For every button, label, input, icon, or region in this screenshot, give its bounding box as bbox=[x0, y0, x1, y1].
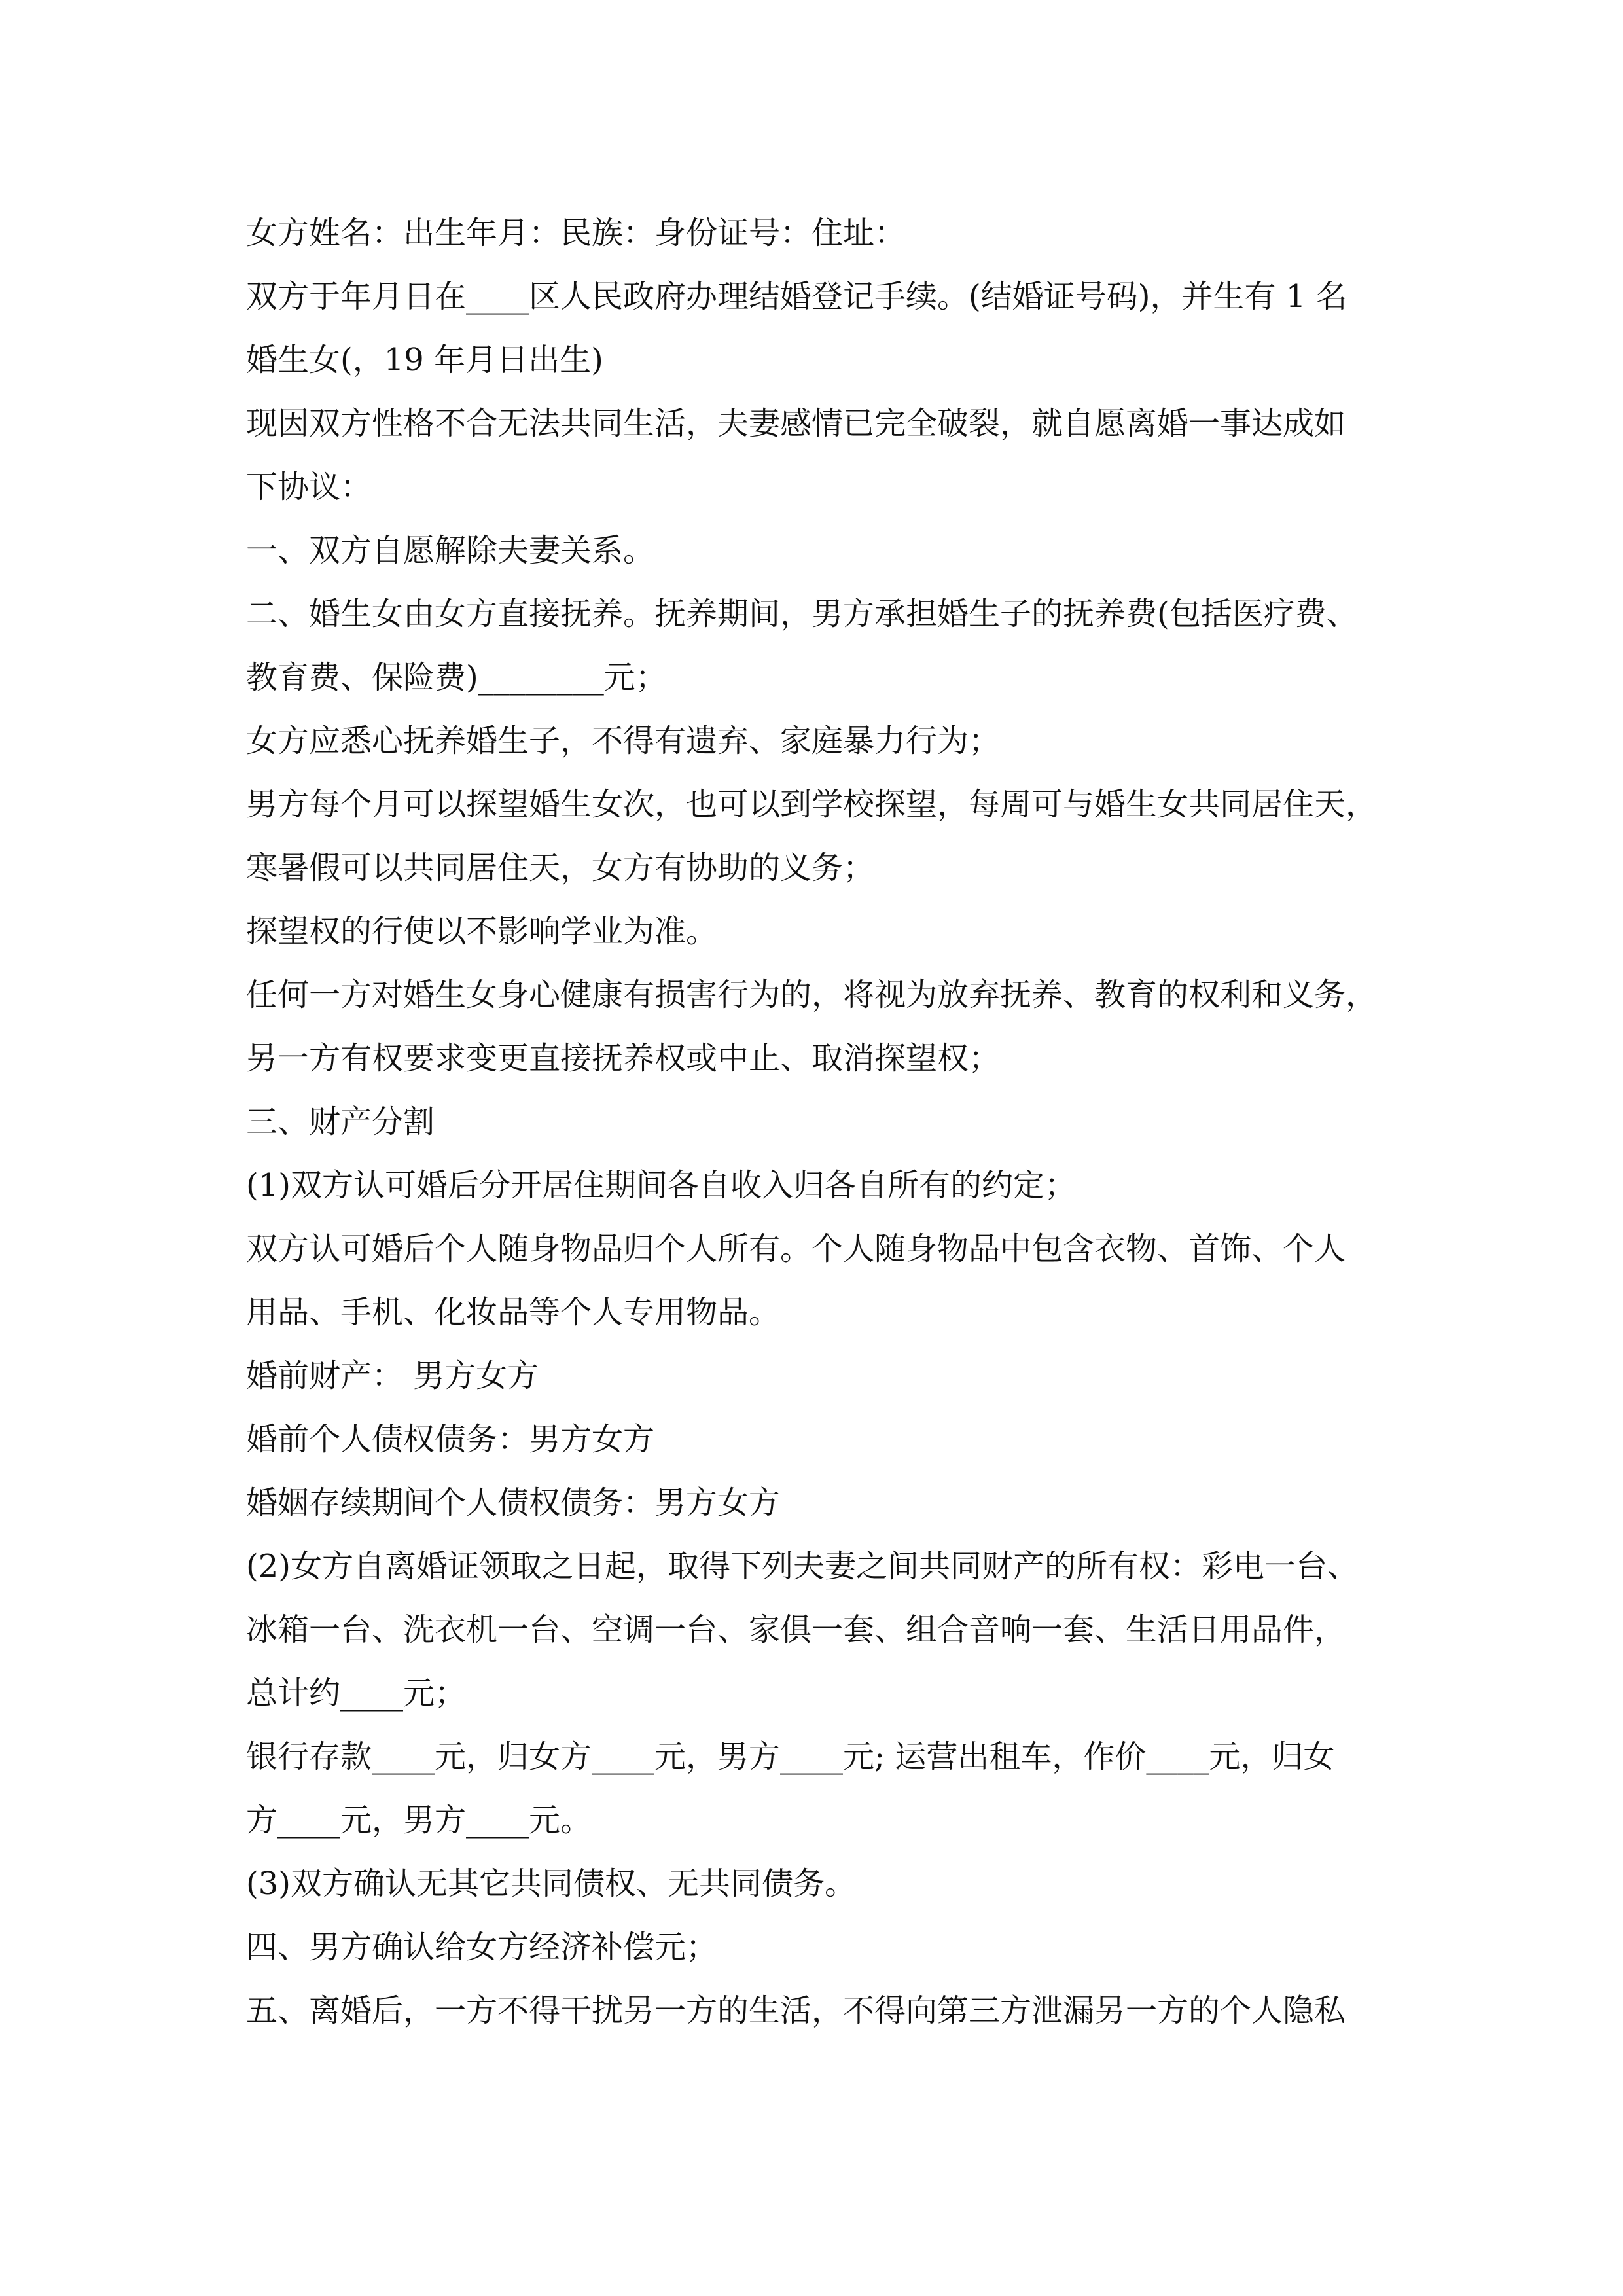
text-line: 婚前财产： 男方女方 bbox=[246, 1357, 539, 1394]
text-line: 四、男方确认给女方经济补偿元； bbox=[246, 1929, 718, 1965]
document-body bbox=[246, 202, 1398, 2043]
text-line: 总计约____元； bbox=[246, 1675, 467, 1712]
text-line: 五、离婚后，一方不得干扰另一方的生活，不得向第三方泄漏另一方的个人隐私 bbox=[246, 1992, 1346, 2029]
text-line: (3)双方确认无其它共同债权、无共同债务。 bbox=[246, 1865, 856, 1902]
text-line: (1)双方认可婚后分开居住期间各自收入归各自所有的约定； bbox=[246, 1167, 1076, 1204]
text-line: 一、双方自愿解除夫妻关系。 bbox=[246, 532, 655, 569]
text-line: 方____元，男方____元。 bbox=[246, 1802, 592, 1839]
text-line: 下协议： bbox=[246, 469, 372, 505]
text-line: 教育费、保险费)________元； bbox=[246, 659, 667, 696]
text-line: 女方姓名：出生年月：民族：身份证号：住址： bbox=[246, 215, 906, 251]
text-line: 寒暑假可以共同居住天，女方有协助的义务； bbox=[246, 850, 875, 886]
text-line: 女方应悉心抚养婚生子，不得有遗弃、家庭暴力行为； bbox=[246, 723, 1001, 759]
text-line: 任何一方对婚生女身心健康有损害行为的，将视为放弃抚养、教育的权利和义务， bbox=[246, 977, 1378, 1013]
text-line: 双方于年月日在____区人民政府办理结婚登记手续。(结婚证号码)，并生有 1 名 bbox=[246, 278, 1347, 315]
text-line: 另一方有权要求变更直接抚养权或中止、取消探望权； bbox=[246, 1040, 1001, 1077]
text-line: (2)女方自离婚证领取之日起，取得下列夫妻之间共同财产的所有权：彩电一台、 bbox=[246, 1548, 1359, 1585]
text-line: 冰箱一台、洗衣机一台、空调一台、家俱一套、组合音响一套、生活日用品件， bbox=[246, 1611, 1346, 1648]
text-line: 现因双方性格不合无法共同生活，夫妻感情已完全破裂，就自愿离婚一事达成如 bbox=[246, 405, 1346, 442]
text-line: 探望权的行使以不影响学业为准。 bbox=[246, 913, 718, 950]
text-line: 二、婚生女由女方直接抚养。抚养期间，男方承担婚生子的抚养费(包括医疗费、 bbox=[246, 596, 1358, 632]
text-line: 用品、手机、化妆品等个人专用物品。 bbox=[246, 1294, 781, 1331]
text-line: 婚姻存续期间个人债权债务：男方女方 bbox=[246, 1484, 781, 1521]
text-line: 双方认可婚后个人随身物品归个人所有。个人随身物品中包含衣物、首饰、个人 bbox=[246, 1230, 1346, 1267]
text-line: 男方每个月可以探望婚生女次，也可以到学校探望，每周可与婚生女共同居住天， bbox=[246, 786, 1378, 823]
text-line: 银行存款____元，归女方____元，男方____元; 运营出租车，作价____元，归女 bbox=[246, 1738, 1335, 1775]
text-line: 三、财产分割 bbox=[246, 1103, 435, 1140]
text-line: 婚生女(，19 年月日出生) bbox=[246, 342, 603, 378]
text-line: 婚前个人债权债务：男方女方 bbox=[246, 1421, 655, 1458]
